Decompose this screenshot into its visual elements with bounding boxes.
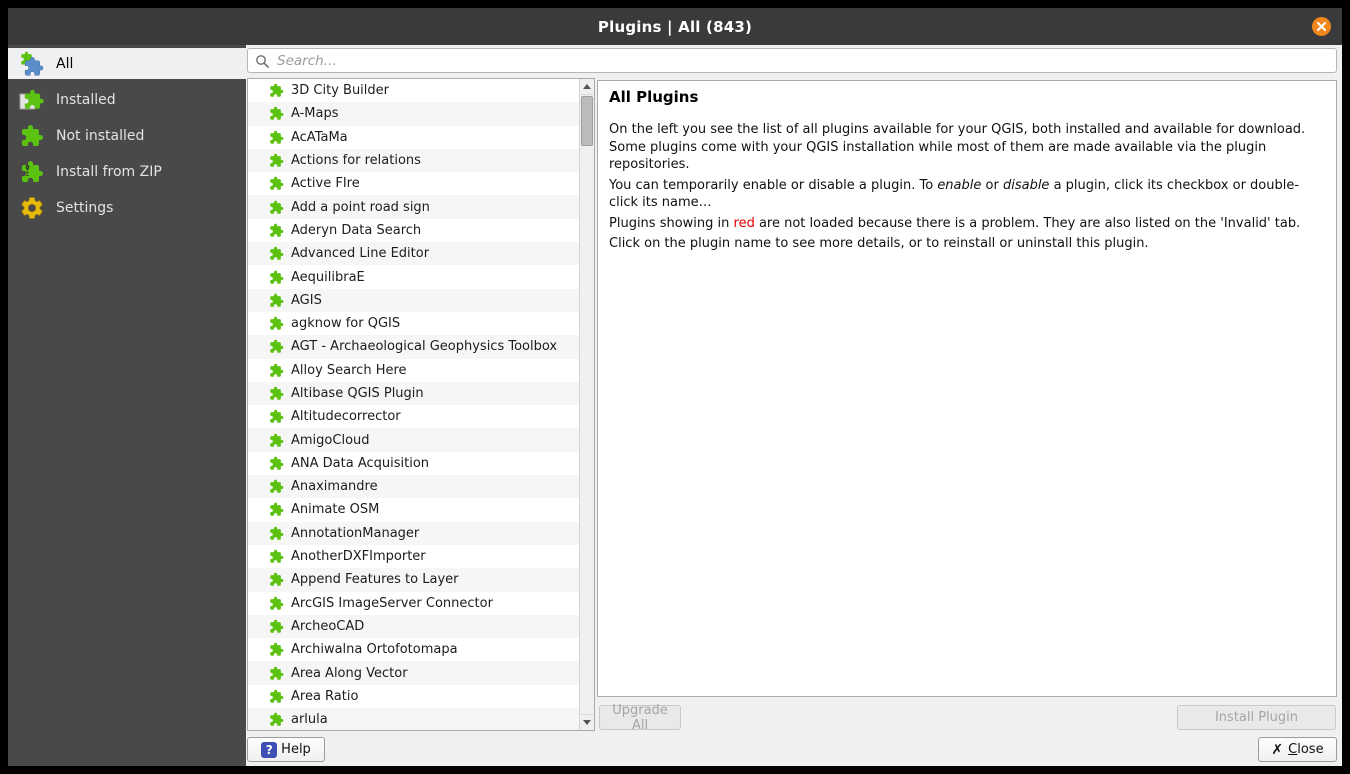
plugin-list-item[interactable] — [248, 545, 579, 568]
plugin-list-item[interactable] — [248, 312, 579, 335]
plugin-list-item[interactable] — [248, 149, 579, 172]
window-close-button[interactable] — [1312, 17, 1331, 36]
plugin-name: agknow for QGIS — [291, 316, 401, 332]
plugin-puzzle-icon — [269, 246, 284, 261]
plugin-puzzle-icon — [269, 176, 284, 191]
plugin-name: Altitudecorrector — [291, 409, 401, 425]
plugin-puzzle-icon — [269, 409, 284, 424]
plugin-list-item[interactable] — [248, 382, 579, 405]
close-button-label: Close — [1288, 742, 1324, 757]
installed-icon — [19, 87, 45, 113]
chevron-down-icon — [583, 720, 591, 725]
plugin-name: Archiwalna Ortofotomapa — [291, 642, 458, 658]
plugin-list — [247, 78, 595, 731]
plugin-puzzle-icon — [269, 479, 284, 494]
plugin-name: 3D City Builder — [291, 83, 390, 99]
plugin-name: Area Ratio — [291, 688, 359, 704]
plugin-puzzle-icon — [269, 526, 284, 541]
plugin-list-item[interactable] — [248, 195, 579, 218]
scrollbar-thumb[interactable] — [581, 96, 593, 146]
plugin-puzzle-icon — [269, 270, 284, 285]
plugin-list-item[interactable] — [248, 708, 579, 730]
plugin-puzzle-icon — [269, 223, 284, 238]
plugin-puzzle-icon — [269, 689, 284, 704]
plugin-puzzle-icon — [269, 619, 284, 634]
plugin-puzzle-icon — [269, 106, 284, 121]
window-close-icon — [1317, 22, 1326, 31]
search-bar — [247, 48, 1337, 73]
plugin-list-item[interactable] — [248, 615, 579, 638]
plugin-name: arlula — [291, 712, 328, 728]
not-installed-icon — [19, 123, 45, 149]
search-icon — [255, 54, 269, 68]
plugin-puzzle-icon — [269, 153, 284, 168]
plugin-list-item[interactable] — [248, 102, 579, 125]
sidebar-item-all[interactable] — [8, 48, 246, 79]
plugin-puzzle-icon — [269, 363, 284, 378]
plugin-puzzle-icon — [269, 596, 284, 611]
plugin-name: Active FIre — [291, 176, 360, 192]
plugin-list-item[interactable] — [248, 242, 579, 265]
plugin-list-item[interactable] — [248, 592, 579, 615]
plugin-list-item[interactable] — [248, 126, 579, 149]
category-sidebar — [8, 45, 246, 766]
close-button[interactable] — [1258, 737, 1337, 762]
help-button-label: Help — [281, 742, 311, 757]
plugin-puzzle-icon — [269, 642, 284, 657]
all-plugins-icon — [19, 51, 45, 77]
plugin-puzzle-icon — [269, 339, 284, 354]
plugin-list-item[interactable] — [248, 335, 579, 358]
plugin-name: Area Along Vector — [291, 665, 408, 681]
settings-gear-icon — [19, 195, 45, 221]
plugin-list-item[interactable] — [248, 522, 579, 545]
plugin-list-item[interactable] — [248, 452, 579, 475]
plugin-puzzle-icon — [269, 502, 284, 517]
plugin-list-item[interactable] — [248, 219, 579, 242]
plugin-puzzle-icon — [269, 83, 284, 98]
titlebar — [8, 8, 1342, 45]
plugin-name: AGT - Archaeological Geophysics Toolbox — [291, 339, 558, 355]
plugin-list-item[interactable] — [248, 568, 579, 591]
plugin-list-item[interactable] — [248, 685, 579, 708]
plugin-puzzle-icon — [269, 456, 284, 471]
plugins-dialog — [8, 8, 1342, 766]
plugin-name: Append Features to Layer — [291, 572, 459, 588]
plugin-list-item[interactable] — [248, 428, 579, 451]
plugin-name: ArcGIS ImageServer Connector — [291, 595, 493, 611]
plugin-name: Animate OSM — [291, 502, 380, 518]
plugin-name: AcATaMa — [291, 129, 348, 145]
scrollbar-up-button[interactable] — [580, 79, 594, 95]
plugin-rows — [248, 79, 579, 730]
plugin-list-item[interactable] — [248, 405, 579, 428]
plugin-name: Anaximandre — [291, 479, 378, 495]
plugin-puzzle-icon — [269, 712, 284, 727]
plugin-details-panel — [597, 80, 1337, 697]
plugin-puzzle-icon — [269, 130, 284, 145]
plugin-name: Actions for relations — [291, 153, 421, 169]
details-paragraph-2: You can temporarily enable or disable a plugin. To enable or disable a plugin, click its checkbox or double-click its name… — [609, 177, 1300, 211]
help-button[interactable] — [247, 737, 325, 762]
plugin-name: AnnotationManager — [291, 525, 420, 541]
install-plugin-button[interactable]: Install Plugin — [1177, 705, 1336, 730]
chevron-up-icon — [583, 84, 591, 89]
plugin-list-item[interactable] — [248, 359, 579, 382]
scrollbar-down-button[interactable] — [580, 714, 594, 730]
plugin-list-scrollbar[interactable] — [579, 79, 594, 730]
sidebar-item-installed[interactable] — [8, 84, 246, 115]
plugin-name: Altibase QGIS Plugin — [291, 386, 424, 401]
plugin-list-item[interactable] — [248, 475, 579, 498]
sidebar-item-label: Settings — [56, 199, 114, 216]
plugin-name: Aderyn Data Search — [291, 222, 422, 238]
plugin-name: AGIS — [291, 292, 322, 308]
plugin-puzzle-icon — [269, 200, 284, 215]
plugin-puzzle-icon — [269, 549, 284, 564]
sidebar-item-label: Not installed — [56, 127, 145, 144]
plugin-list-item[interactable] — [248, 172, 579, 195]
sidebar-item-settings[interactable] — [8, 192, 246, 223]
plugin-name: Advanced Line Editor — [291, 246, 430, 262]
plugin-list-item[interactable] — [248, 79, 579, 102]
plugin-name: ANA Data Acquisition — [291, 455, 430, 471]
content-area — [246, 45, 1342, 766]
plugin-puzzle-icon — [269, 316, 284, 331]
plugin-puzzle-icon — [269, 386, 284, 401]
search-input[interactable] — [275, 52, 1329, 70]
upgrade-all-button[interactable]: Upgrade All — [599, 705, 681, 730]
sidebar-item-label: All — [56, 55, 74, 72]
plugin-list-item[interactable] — [248, 265, 579, 288]
plugin-name: Alloy Search Here — [291, 362, 407, 378]
plugin-list-item[interactable] — [248, 498, 579, 521]
plugin-list-item[interactable] — [248, 289, 579, 312]
sidebar-item-label: Installed — [56, 91, 116, 108]
plugin-puzzle-icon — [269, 572, 284, 587]
close-icon: ✗ — [1271, 741, 1284, 758]
plugin-puzzle-icon — [269, 293, 284, 308]
sidebar-item-label: Install from ZIP — [56, 163, 162, 180]
plugin-name: A-Maps — [291, 106, 339, 122]
plugin-name: ArcheoCAD — [291, 618, 365, 634]
plugin-puzzle-icon — [269, 666, 284, 681]
window-title: Plugins | All (843) — [597, 17, 753, 36]
details-title: All Plugins — [609, 88, 699, 106]
plugin-name: AequilibraE — [291, 269, 365, 285]
sidebar-item-not-installed[interactable] — [8, 120, 246, 151]
plugin-puzzle-icon — [269, 433, 284, 448]
plugin-name: AnotherDXFImporter — [291, 549, 426, 565]
plugin-list-item[interactable] — [248, 638, 579, 661]
plugin-name: AmigoCloud — [291, 432, 370, 448]
help-icon: ? — [261, 742, 277, 758]
details-paragraph-3: Plugins showing in red are not loaded because there is a problem. They are also listed on the 'Invalid' tab. — [609, 215, 1301, 231]
sidebar-item-install-from-zip[interactable] — [8, 156, 246, 187]
details-paragraph-1: On the left you see the list of all plugins available for your QGIS, both installed and available for download. Some plugins come with your QGIS installation while most of them are made available via the plugin repositories. — [609, 122, 1306, 173]
plugin-name: Add a point road sign — [291, 199, 430, 215]
install-from-zip-icon — [19, 159, 45, 185]
plugin-list-item[interactable] — [248, 661, 579, 684]
details-paragraph-4: Click on the plugin name to see more details, or to reinstall or uninstall this plugin. — [609, 236, 1149, 252]
